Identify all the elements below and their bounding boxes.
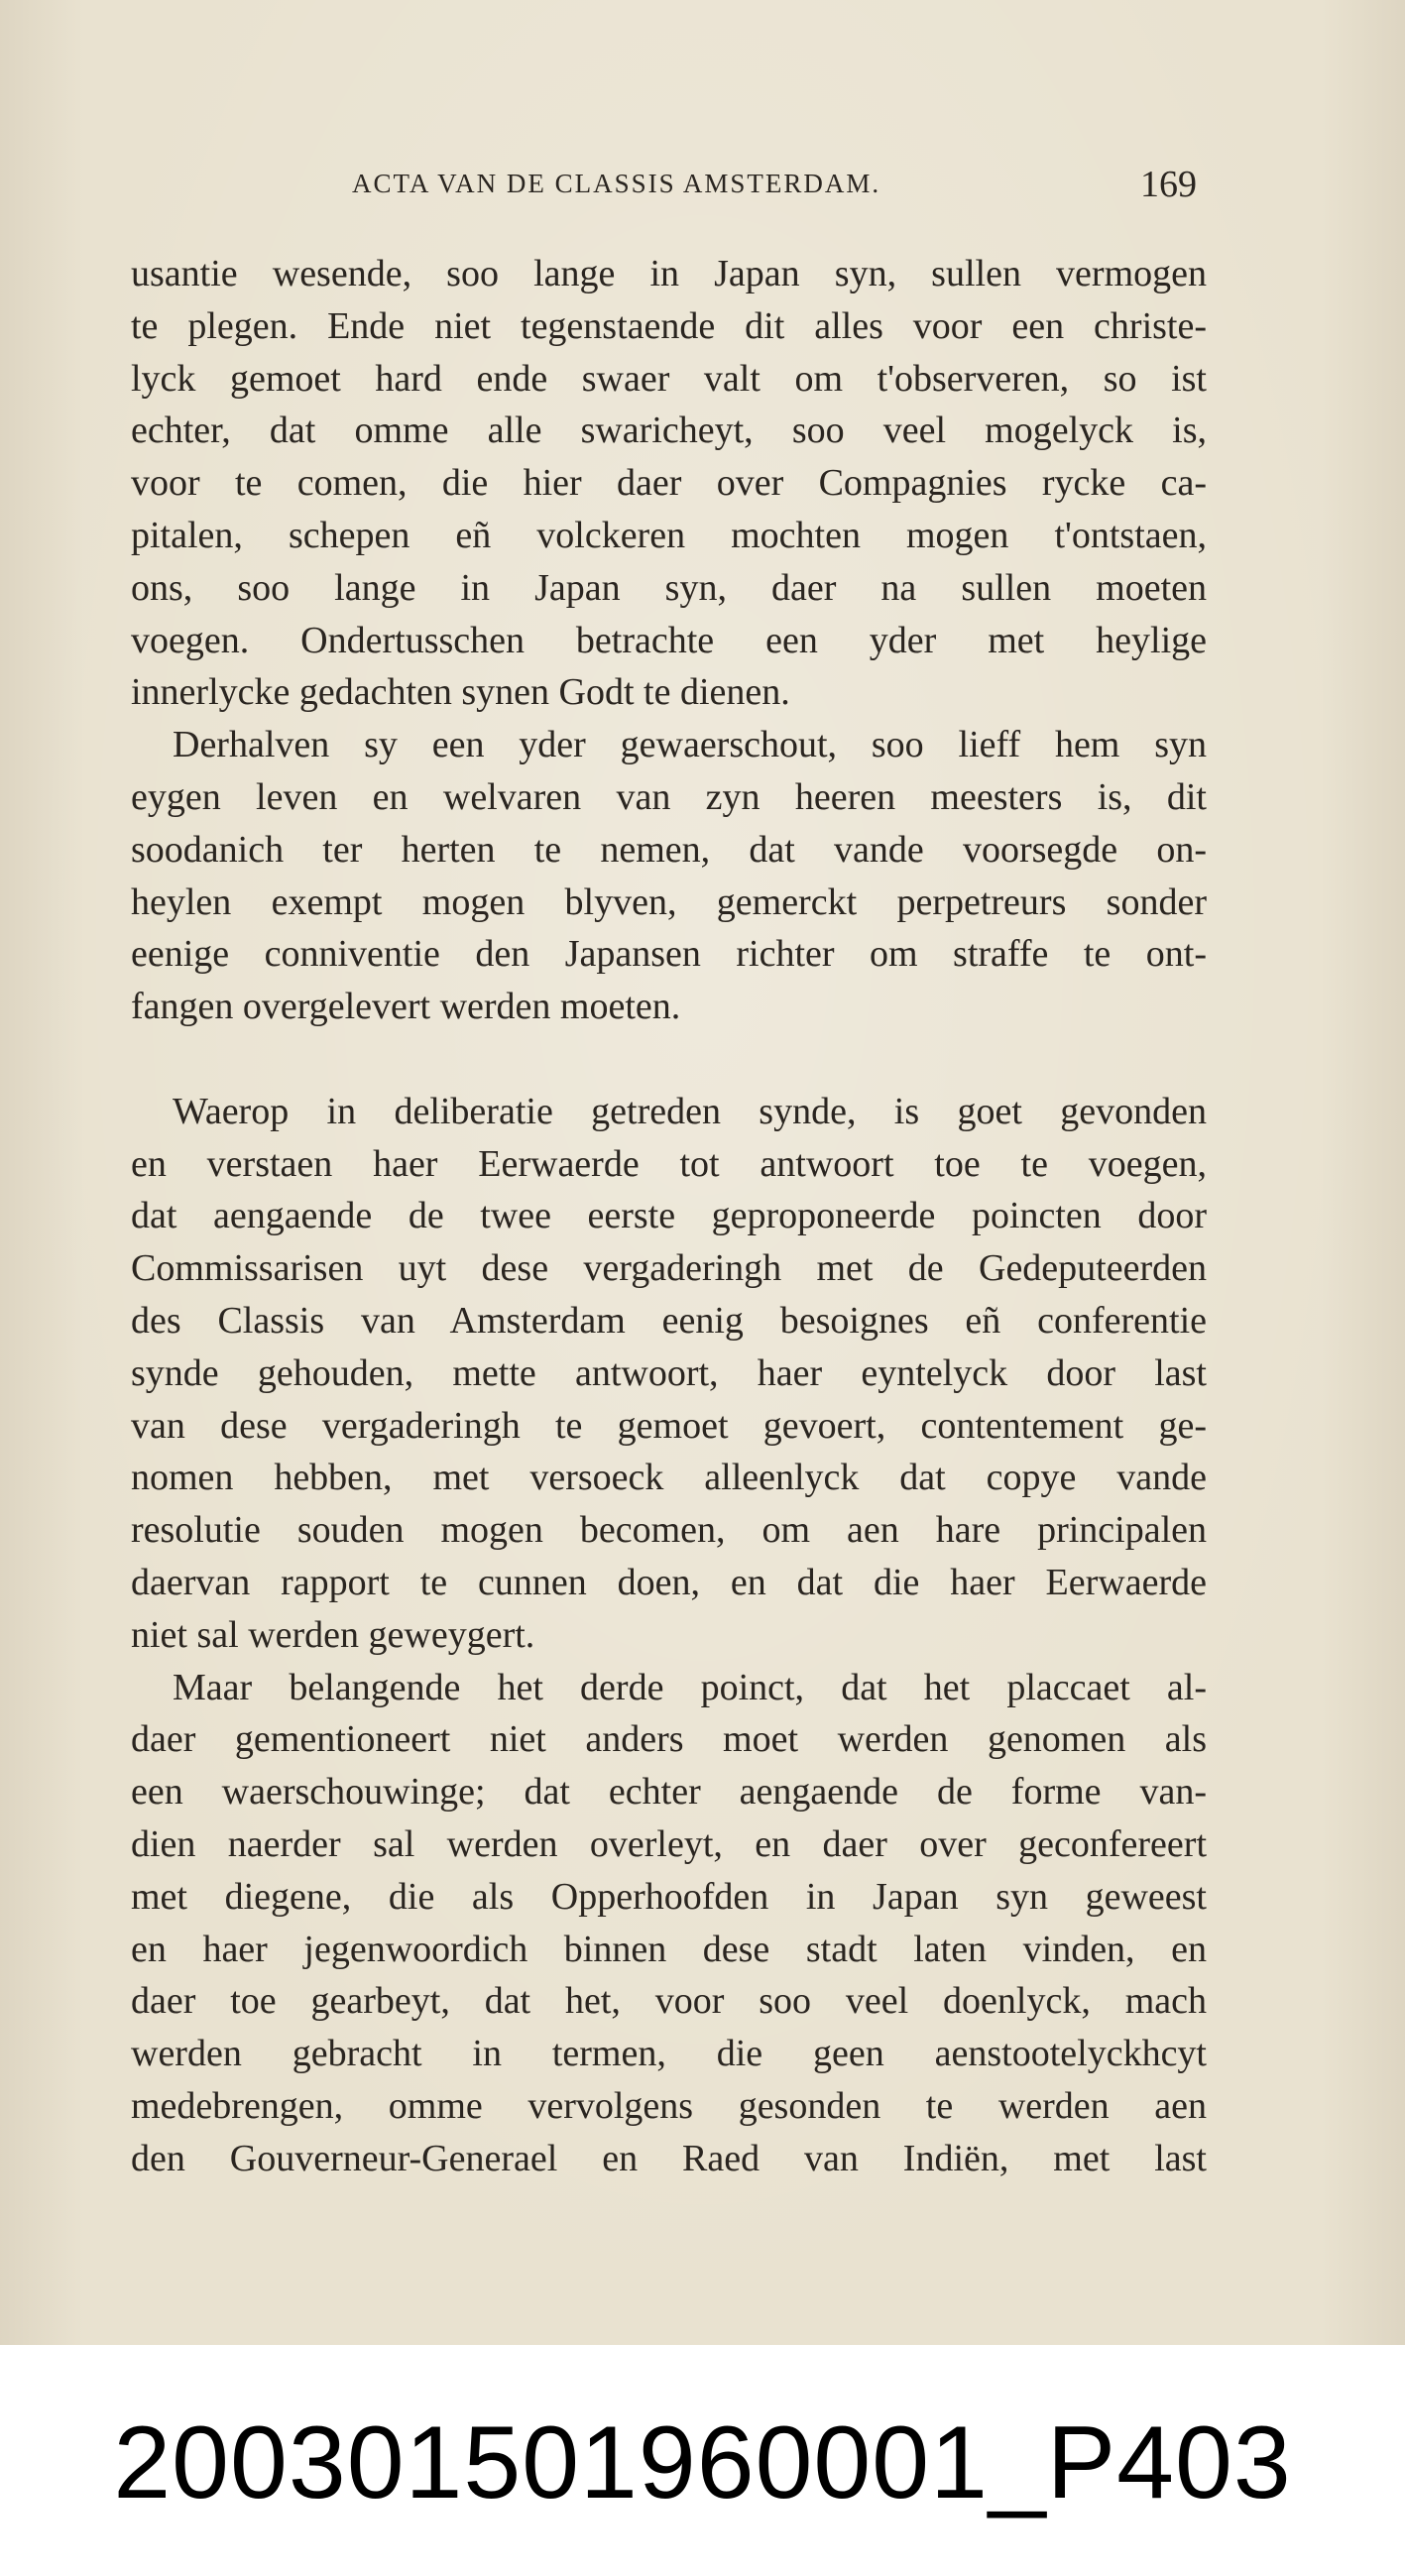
section-gap (131, 1033, 1207, 1086)
text-line: des Classis van Amsterdam eenig besoignes eñ conferentie (131, 1299, 1207, 1342)
text-line: synde gehouden, mette antwoort, haer eyntelyck door last (131, 1351, 1207, 1394)
text-line: usantie wesende, soo lange in Japan syn, sullen vermogen (131, 253, 1207, 294)
text-line: met diegene, die als Opperhoofden in Japan syn geweest (131, 1875, 1207, 1918)
text-line: heylen exempt mogen blyven, gemerckt perpetreurs sonder (131, 880, 1207, 923)
text-line: echter, dat omme alle swaricheyt, soo veel mogelyck is, (131, 410, 1207, 452)
text-line: medebrengen, omme vervolgens gesonden te werden aen (131, 2084, 1207, 2127)
text-line: nomen hebben, met versoeck alleenlyck dat copye vande (131, 1457, 1207, 1499)
text-line: voor te comen, die hier daer over Compagnies rycke ca- (131, 462, 1207, 505)
text-line: daervan rapport te cunnen doen, en dat die haer Eerwaerde (131, 1561, 1207, 1603)
page-number: 169 (1140, 164, 1197, 205)
text-line: Maar belangende het derde poinct, dat het placcaet al- (173, 1666, 1207, 1708)
text-line: werden gebracht in termen, die geen aenstootelyckhcyt (131, 2033, 1207, 2075)
text-line: Commissarisen uyt dese vergaderingh met de Gedeputeerden (131, 1247, 1207, 1290)
text-line: daer gementioneert niet anders moet werden genomen als (131, 1718, 1207, 1761)
text-line: en verstaen haer Eerwaerde tot antwoort toe te voegen, (131, 1142, 1207, 1185)
image-id-label: 20030150196000​1_P403 (113, 2405, 1292, 2520)
text-line: ons, soo lange in Japan syn, daer na sullen moeten (131, 566, 1207, 609)
text-line: den Gouverneur-Generael en Raed van Indiën, met last (131, 2137, 1207, 2179)
body-text (131, 248, 1207, 2184)
text-line: dien naerder sal werden overleyt, en daer over geconfereert (131, 1822, 1207, 1865)
text-line: daer toe gearbeyt, dat het, voor soo veel doenlyck, mach (131, 1980, 1207, 2023)
text-line: innerlycke gedachten synen Godt te dienen. (131, 671, 790, 714)
text-line: niet sal werden geweygert. (131, 1613, 535, 1656)
text-line: Waerop in deliberatie getreden synde, is goet gevonden (173, 1090, 1207, 1132)
text-line: van dese vergaderingh te gemoet gevoert, contentement ge- (131, 1404, 1207, 1447)
text-line: een waerschouwinge; dat echter aengaende de forme van- (131, 1771, 1207, 1814)
text-line: dat aengaende de twee eerste geproponeerde poincten door (131, 1195, 1207, 1237)
text-line: soodanich ter herten te nemen, dat vande voorsegde on- (131, 828, 1207, 871)
text-line: voegen. Ondertusschen betrachte een yder met heylige (131, 619, 1207, 661)
text-line: te plegen. Ende niet tegenstaende dit alles voor een christe- (131, 304, 1207, 347)
text-line: eenige conniventie den Japansen richter om straffe te ont- (131, 933, 1207, 976)
running-title: ACTA VAN DE CLASSIS AMSTERDAM. (352, 169, 881, 198)
text-line: Derhalven sy een yder gewaerschout, soo lieff hem syn (173, 724, 1207, 766)
text-line: eygen leven en welvaren van zyn heeren meesters is, dit (131, 775, 1207, 818)
text-line: fangen overgelevert werden moeten. (131, 986, 681, 1028)
text-line: resolutie souden mogen becomen, om aen hare principalen (131, 1509, 1207, 1552)
text-line: en haer jegenwoordich binnen dese stadt laten vinden, en (131, 1928, 1207, 1970)
running-head (0, 164, 1405, 208)
image-id-banner (0, 2345, 1405, 2576)
text-line: pitalen, schepen eñ volckeren mochten mogen t'ontstaen, (131, 514, 1207, 556)
text-line: lyck gemoet hard ende swaer valt om t'observeren, so ist (131, 357, 1207, 400)
